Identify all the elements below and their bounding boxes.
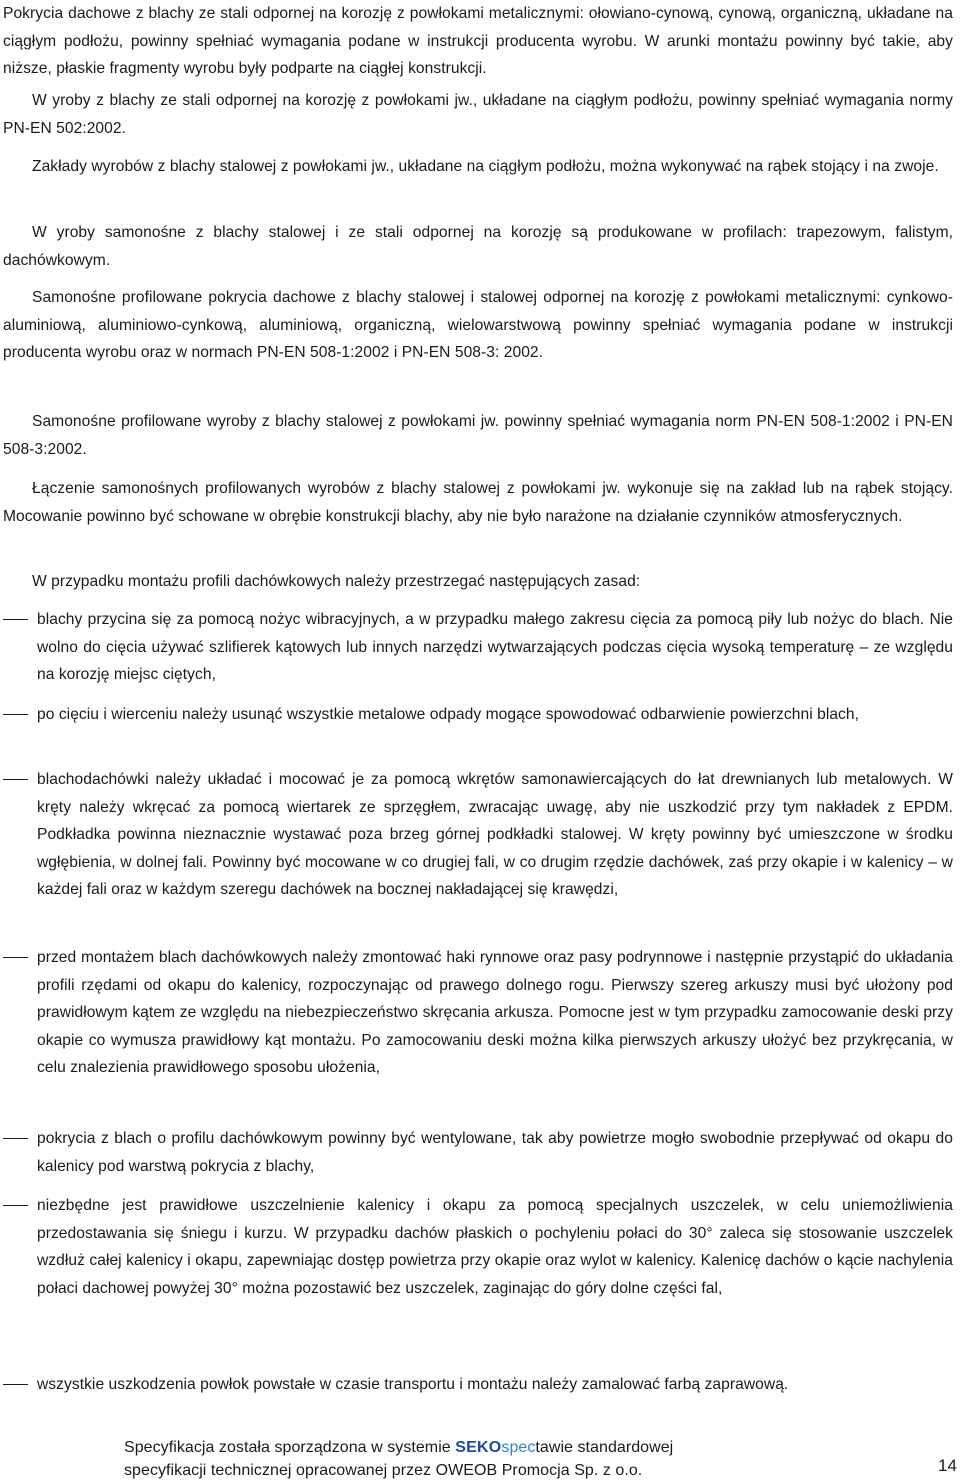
list-item <box>0 944 953 1082</box>
footer-suffix: tawie standardowej <box>535 1439 674 1456</box>
list-item <box>0 766 953 904</box>
dash-bullet-icon <box>3 779 28 780</box>
list-item <box>0 1192 953 1302</box>
list-item <box>0 606 953 689</box>
dash-bullet-icon <box>3 1205 28 1206</box>
list-item <box>0 701 953 729</box>
list-item-text: blachodachówki należy układać i mocować je za pomocą wkrętów samonawiercających do łat drewnianych lub metalowych. W kręty należy wkręcać za pomocą wiertarek ze sprzęgłem, zwracając uwagę, aby nie uszkodzić przy tym nakładek z EPDM. Podkładka powinna nieznacznie wystawać poza brzeg górnej podkładki stalowej. W kręty powinny być umieszczone w środku wgłębienia, w dolnej fali. Powinny być mocowane w co drugiej fali, w co drugim rzędzie dachówek, zaś przy okapie i w kalenicy – w każdej fali oraz w każdym szeregu dachówek na bocznej nakładającej się krawędzi, <box>37 771 953 899</box>
paragraph-rules-intro: W przypadku montażu profili dachówkowych należy przestrzegać następujących zasad: <box>32 573 641 590</box>
dash-bullet-icon <box>3 619 28 620</box>
list-item <box>0 1371 953 1399</box>
list-item-text: niezbędne jest prawidłowe uszczelnienie kalenicy i okapu za pomocą specjalnych uszczelek, w celu uniemożliwienia przedostawania się śniegu i kurzu. W przypadku dachów płaskich o pochyleniu połaci do 30° zaleca się stosowanie uszczelek wzdłuż całej kalenicy i okapu, zapewniając dostęp powietrza przy okapie oraz wylot w kalenicy. Kalenicę dachów o kącie nachylenia połaci dachowej powyżej 30° można pozostawić bez uszczelek, zaginając do góry dolne części fal, <box>37 1197 953 1297</box>
list-item-text: blachy przycina się za pomocą nożyc wibracyjnych, a w przypadku małego zakresu cięcia za pomocą piły lub nożyc do blach. Nie wolno do cięcia używać szlifierek kątowych lub innych narzędzi wytwarzających podczas cięcia wysoką temperaturę – ze względu na korozję miejsc ciętych, <box>37 611 953 684</box>
dash-bullet-icon <box>3 1384 28 1385</box>
dash-bullet-icon <box>3 1138 28 1139</box>
paragraph-self-supporting-products: Samonośne profilowane wyroby z blachy stalowej z powłokami jw. powinny spełniać wymagania norm PN-EN 508-1:2002 i PN-EN 508-3:2002. <box>3 413 953 458</box>
footer-line-1 <box>124 1436 673 1460</box>
list-item-text: przed montażem blach dachówkowych należy zmontować haki rynnowe oraz pasy podrynnowe i następnie przystąpić do układania profili rzędami od okapu do kalenicy, rozpoczynając od prawego dolnego rogu. Pierwszy szereg arkuszy musi być ułożony pod prawidłowym kątem ze względu na niebezpieczeństwo skręcania arkusza. Pomocne jest w tym przypadku zamocowanie deski przy okapie co wymusza prawidłowy kąt montażu. Po zamocowaniu deski można kilka pierwszych arkuszy ułożyć bez przykręcania, w celu znalezienia prawidłowego sposobu ułożenia, <box>37 949 953 1077</box>
list-item-text: pokrycia z blach o profilu dachówkowym powinny być wentylowane, tak aby powietrze mogło swobodnie przepływać od okapu do kalenicy pod warstwą pokrycia z blachy, <box>37 1130 953 1175</box>
dash-bullet-icon <box>3 957 28 958</box>
page-footer <box>0 1430 960 1478</box>
paragraph-norm-502: W yroby z blachy ze stali odpornej na korozję z powłokami jw., układane na ciągłym podłożu, powinny spełniać wymagania normy PN-EN 502:2002. <box>3 92 953 137</box>
footer-line-2: specyfikacji technicznej opracowanej przez OWEOB Promocja Sp. z o.o. <box>124 1462 643 1479</box>
paragraph-self-supporting-roofing: Samonośne profilowane pokrycia dachowe z blachy stalowej i stalowej odpornej na korozję z powłokami metalicznymi: cynkowo-aluminiową, aluminiowo-cynkową, aluminiową, organiczną, wielowarstwową powinny spełniać wymagania podane w instrukcji producenta wyrobu oraz w normach PN-EN 508-1:2002 i PN-EN 508-3: 2002. <box>3 289 953 362</box>
list-item-text: po cięciu i wierceniu należy usunąć wszystkie metalowe odpady mogące spowodować odbarwienie powierzchni blach, <box>37 706 860 723</box>
paragraph-joints: Zakłady wyrobów z blachy stalowej z powłokami jw., układane na ciągłym podłożu, można wykonywać na rąbek stojący i na zwoje. <box>32 158 939 175</box>
sekospec-logo-spec: spec <box>501 1439 536 1456</box>
list-item-text: wszystkie uszkodzenia powłok powstałe w czasie transportu i montażu należy zamalować farbą zaprawową. <box>37 1376 789 1393</box>
footer-prefix: Specyfikacja została sporządzona w systemie <box>124 1439 456 1456</box>
paragraph-profiles: W yroby samonośne z blachy stalowej i ze stali odpornej na korozję są produkowane w profilach: trapezowym, falistym, dachówkowym. <box>3 224 953 269</box>
page-number: 14 <box>938 1456 958 1475</box>
list-item <box>0 1125 953 1180</box>
paragraph-joining-fixing: Łączenie samonośnych profilowanych wyrobów z blachy stalowej z powłokami jw. wykonuje się na zakład lub na rąbek stojący. Mocowanie powinno być schowane w obrębie konstrukcji blachy, aby nie było narażone na działanie czynników atmosferycznych. <box>3 480 953 525</box>
paragraph-roofing-requirements: Pokrycia dachowe z blachy ze stali odpornej na korozję z powłokami metalicznymi: ołowiano-cynową, cynową, organiczną, układane na ciągłym podłożu, powinny spełniać wymagania podane w instrukcji producenta wyrobu. W arunki montażu powinny być takie, aby niższe, płaskie fragmenty wyrobu były podparte na ciągłej konstrukcji. <box>3 5 953 78</box>
dash-bullet-icon <box>3 714 28 715</box>
sekospec-logo-seko: SEKO <box>455 1439 502 1456</box>
